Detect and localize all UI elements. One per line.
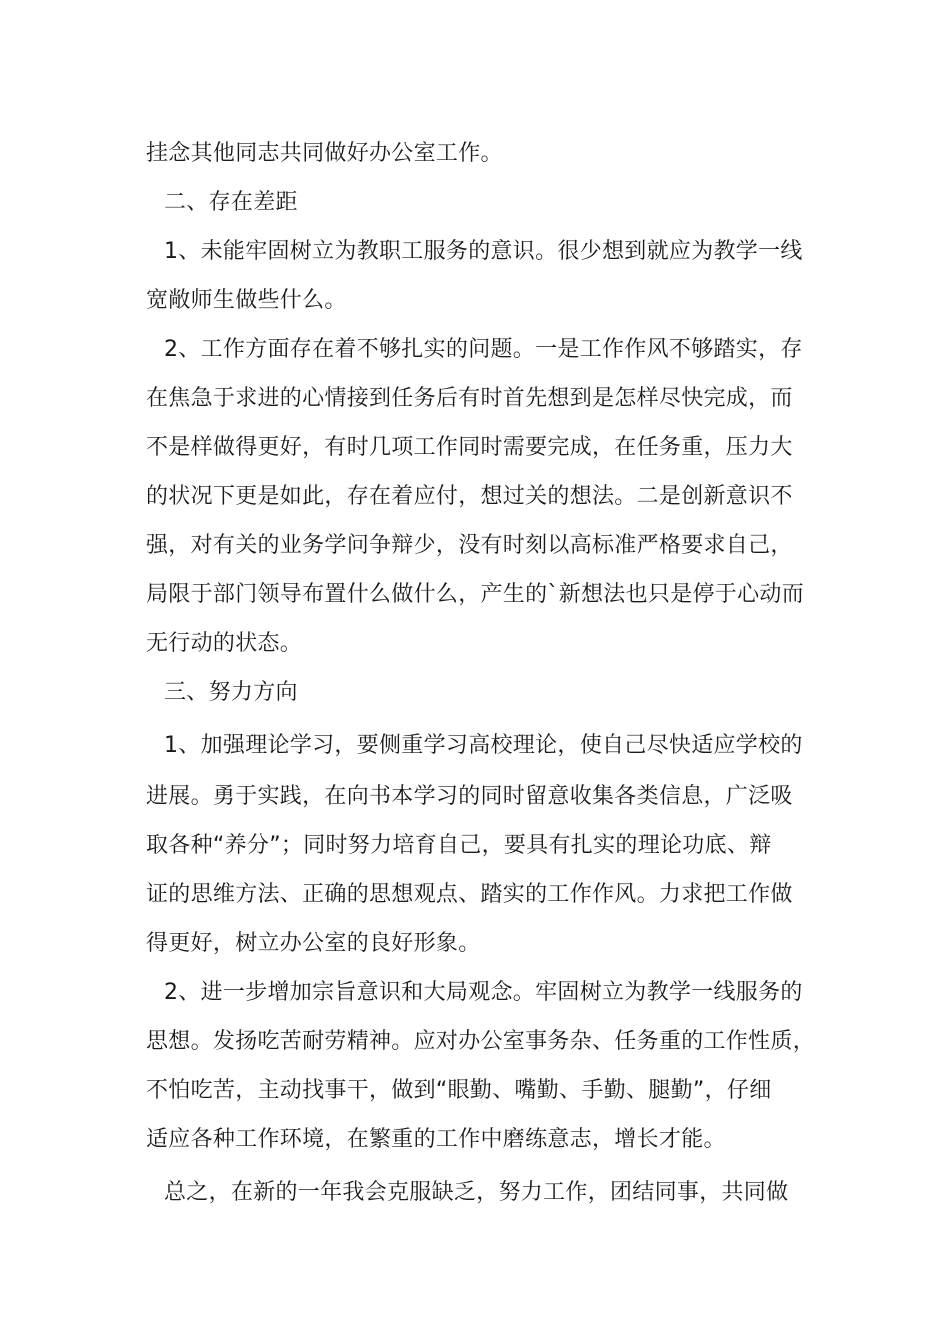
paragraph-line: 思想。发扬吃苦耐劳精神。应对办公室事务杂、任务重的工作性质， bbox=[146, 1029, 816, 1054]
paragraph-line: 1、未能牢固树立为教职工服务的意识。很少想到就应为教学一线 bbox=[164, 239, 803, 264]
paragraph-line: 总之，在新的一年我会克服缺乏，努力工作，团结同事，共同做 bbox=[164, 1180, 789, 1205]
paragraph-line: 进展。勇于实践，在向书本学习的同时留意收集各类信息，广泛吸 bbox=[146, 784, 793, 809]
paragraph-line: 无行动的状态。 bbox=[146, 631, 303, 656]
paragraph-line: 强，对有关的业务学问争辩少，没有时刻以高标准严格要求自己， bbox=[146, 533, 793, 558]
paragraph-line: 证的思维方法、正确的思想观点、踏实的工作作风。力求把工作做 bbox=[146, 882, 793, 907]
section-heading: 三、努力方向 bbox=[164, 680, 298, 705]
paragraph-line: 宽敞师生做些什么。 bbox=[146, 288, 347, 313]
paragraph-line: 局限于部门领导布置什么做什么，产生的`新想法也只是停于心动而 bbox=[146, 582, 805, 607]
section-heading: 二、存在差距 bbox=[164, 190, 298, 215]
paragraph-line: 取各种“养分”；同时努力培育自己，要具有扎实的理论功底、辩 bbox=[146, 833, 772, 858]
paragraph-line: 的状况下更是如此，存在着应付，想过关的想法。二是创新意识不 bbox=[146, 484, 793, 509]
paragraph-line: 2、进一步增加宗旨意识和大局观念。牢固树立为教学一线服务的 bbox=[164, 980, 803, 1005]
paragraph-line: 挂念其他同志共同做好办公室工作。 bbox=[146, 141, 503, 166]
paragraph-line: 不是样做得更好，有时几项工作同时需要完成，在任务重，压力大 bbox=[146, 435, 793, 460]
paragraph-line: 适应各种工作环境，在繁重的工作中磨练意志，增长才能。 bbox=[146, 1127, 726, 1152]
paragraph-line: 在焦急于求进的心情接到任务后有时首先想到是怎样尽快完成，而 bbox=[146, 386, 793, 411]
paragraph-line: 得更好，树立办公室的良好形象。 bbox=[146, 931, 481, 956]
paragraph-line: 不怕吃苦，主动找事干，做到“眼勤、嘴勤、手勤、腿勤”，仔细 bbox=[146, 1078, 772, 1103]
paragraph-line: 2、工作方面存在着不够扎实的问题。一是工作作风不够踏实，存 bbox=[164, 337, 803, 362]
paragraph-line: 1、加强理论学习，要侧重学习高校理论，使自己尽快适应学校的 bbox=[164, 733, 803, 758]
